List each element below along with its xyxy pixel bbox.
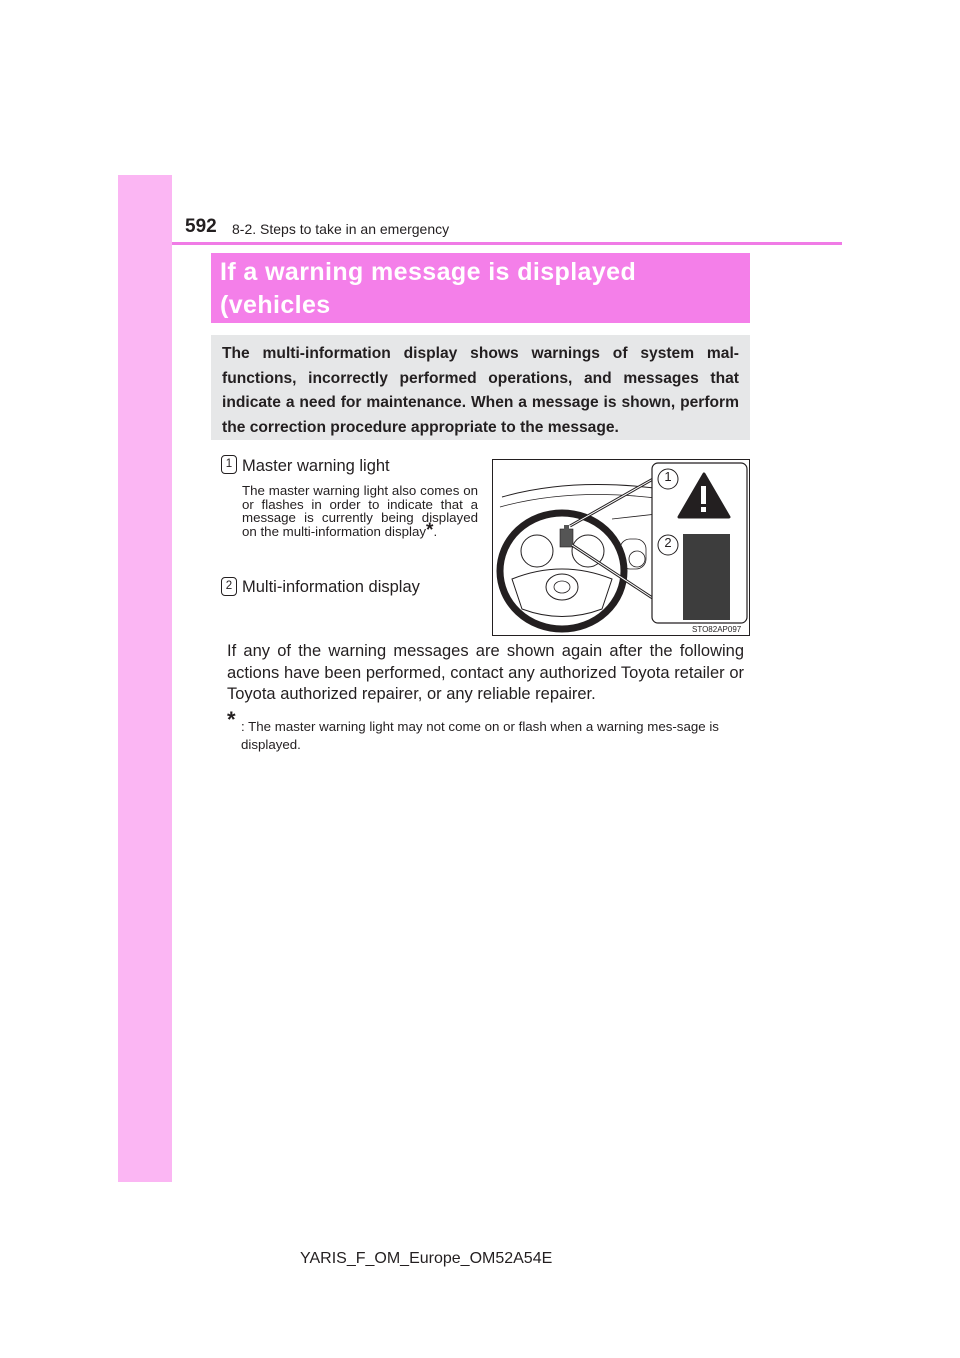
item-number-badge: 1 — [221, 455, 237, 474]
page-number: 592 — [185, 216, 217, 237]
figure-callout-1: 1 — [664, 469, 672, 484]
item-title-master-warning-light: Master warning light — [242, 457, 390, 475]
item-title-multi-information-display: Multi-information display — [242, 578, 420, 596]
dashboard-drawing — [492, 459, 750, 636]
body-paragraph: If any of the warning messages are shown again after the following actions have been performed, contact any authorized Toyota retailer or Toyota authorized repairer, or any reliable repairer. — [227, 642, 744, 703]
dashboard-illustration — [492, 459, 750, 636]
figure-code: STO82AP097 — [692, 625, 742, 634]
section-title — [211, 253, 750, 323]
intro-box — [211, 335, 750, 440]
section-label: 8-2. Steps to take in an emergency — [232, 221, 450, 237]
footer-document-code: YARIS_F_OM_Europe_OM52A54E — [300, 1250, 553, 1267]
header-rule — [172, 242, 842, 245]
item-number-badge: 2 — [221, 577, 237, 596]
section-title-line1: If a warning message is displayed (vehicles — [220, 258, 637, 319]
side-tab-strip — [118, 175, 172, 1182]
item-description-end: . — [433, 524, 438, 540]
footnote-text: : The master warning light may not come on or flash when a warning mes-sage is displayed. — [241, 719, 719, 752]
display-panel — [683, 534, 730, 620]
footnote-asterisk: * — [227, 707, 236, 732]
item-description-text: The master warning light also comes on or flashes in order to indicate that a message is currently being displayed on the multi-information display — [242, 483, 478, 540]
figure-callout-2: 2 — [664, 535, 672, 550]
intro-text: The multi-information display shows warnings of system mal-functions, incorrectly performed operations, and messages that indicate a need for maintenance. When a message is shown, perform the correction procedure appropriate to the message. — [222, 345, 739, 436]
asterisk-mark: * — [426, 520, 434, 542]
item-description — [242, 483, 478, 542]
